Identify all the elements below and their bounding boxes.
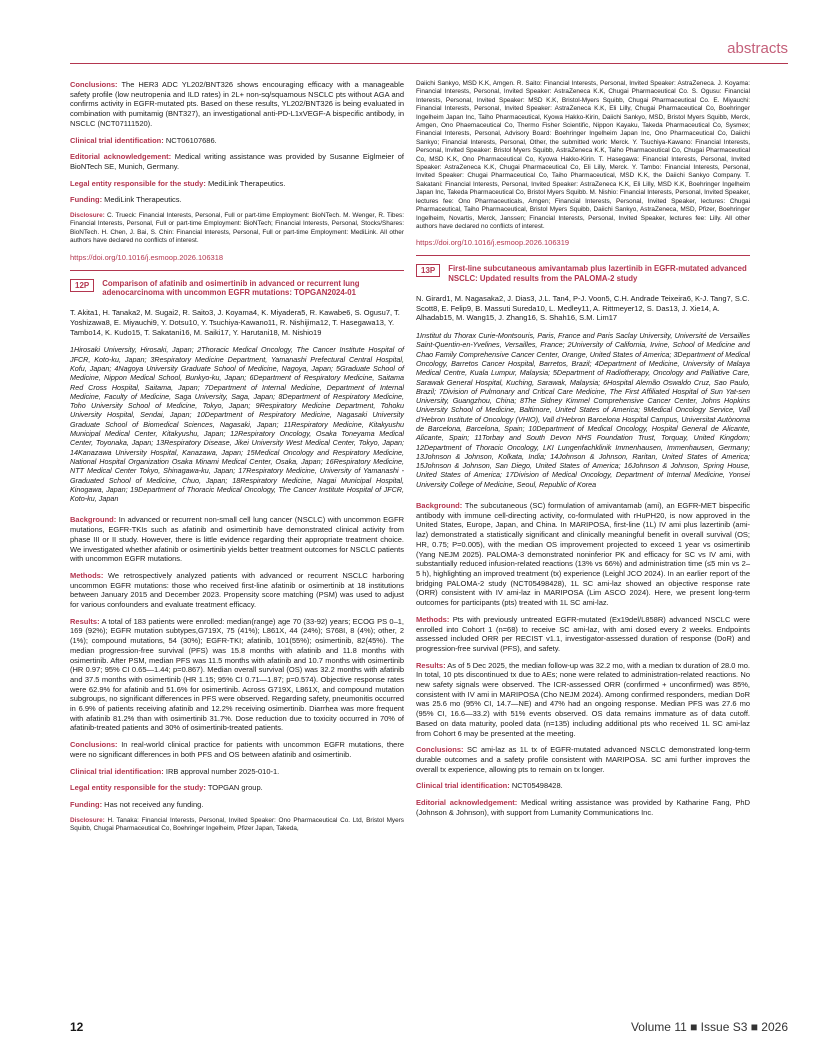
methods-paragraph [70,571,404,610]
abstract-header [416,264,750,284]
methods-label: Methods: [416,614,450,624]
doi-link[interactable]: https://doi.org/10.1016/j.esmoop.2026.106318 [70,252,224,262]
results-text: A total of 183 patients were enrolled: median(range) age 70 (33-92) years; ECOG PS 0–1, 169 (92%); EGFR mutation subtypes,G719X, 75 (41%); L861X, 44 (24%); S768I, 8 (4%); other, 2 (1%); compound mutations, 54 (30%); EGFR-TKI; afatinib, 101(55%); osimertinib, 82(45%). The median progression-free survival (PFS) was 15.8 months with afatinib and 11.8 months with osimertinib. After PSM, median PFS was 11.5 months with afatinib and 10.7 months with osimertinib (HR 0.97; 95% CI 0.65—1.44; p=0.867). Median overall survival (OS) was 32.2 months with afatinib and 37.5 months with osimertinib (HR 1.15; 95% CI 0.71—1.87; p=0.574). Objective response rates were 62.9% for afatinib and 51.6% for osimertinib. Across G719X, L861X, and compound mutation subgroups, no significant differences in PFS were observed. Regarding safety, pneumonitis occurred in 6.9% of patients receiving afatinib and 12.2% receiving osimertinib. Diarrhea was more frequent with afatinib 81.2% than with osimertinib 31.7%. Dose reduction due to toxicity occurred in 70% of afatinib-treated patients and 30% of osimertinib-treated patients. [70,616,405,733]
conclusions-label: Conclusions: [70,80,118,89]
editorial-label: Editorial acknowledgement: [416,798,518,808]
editorial-text: Medical writing assistance was provided by Susanne Eiglmeier of BioNTech SE, Munich, Germany. [70,152,404,171]
section-divider [416,255,750,256]
background-paragraph [416,501,750,608]
author-list: N. Girard1, M. Nagasaka2, J. Dias3, J.L. Tan4, P-J. Voon5, C.H. Andrade Teixeira6, K-J. Tang7, S.C. Scott8, E. Felip9, B. Massuti Sureda10, L. Medley11, A. Rittmeyer12, S. Das13, J. Xie14, A. Alhadab15, M. Wang15, J. Zhang16, S. Shah16, S.M. Lim17 [416,293,750,323]
disclosure-label: Disclosure: [70,816,105,824]
conclusions-paragraph [70,80,404,129]
clinical-trial-label: Clinical trial identification: [416,781,510,791]
funding-paragraph [70,195,404,205]
conclusions-label: Conclusions: [70,740,118,750]
background-text: The subcutaneous (SC) formulation of amivantamab (ami), an EGFR-MET bispecific antibody with immune cell-directing activity, co-formulated with rHuPH20, is now approved in the United States, Europe, Japan, and China. In MARIPOSA, first-line (1L) IV ami plus lazertinib (ami-laz) demonstrated a statistically significant and clinically meaningful benefit in overall survival (OS; HR, 0.75; P=0.005), with the median OS improvement projected to exceed 1 year vs osimertinib (Yang NEJM 2025). PALOMA-3 demonstrated noninferior PK and efficacy for SC vs IV ami, with substantially reduced infusion-related reactions (13% vs 66%) and administration time (≤5 min vs 2–5 h), highlighting an improved treatment (tx) experience (Leighl JCO 2024). In an earlier report of the bridging PALOMA-2 study (NCT05498428), 1L SC ami-laz showed an objective response rate (ORR) consistent with IV ami-laz in MARIPOSA (Lim ASCO 2024). Here, we present long-term outcomes for participants (pts) treated with 1L SC ami-laz. [416,501,750,608]
conclusions-text: In real-world clinical practice for patients with uncommon EGFR mutations, there were no significant differences in both PFS and OS between afatinib and osimertinib. [70,740,404,759]
right-column [416,80,750,824]
disclosure-label: Disclosure: [70,212,105,220]
editorial-paragraph [70,152,404,171]
clinical-trial-paragraph [70,767,404,777]
left-column [70,80,404,834]
conclusions-text: The HER3 ADC YL202/BNT326 shows encouraging efficacy with a manageable safety profile (low neutropenia and ILD rates) in 2L+ non-sq/squamous NSCLC pts without AGA and confirms activity in EGFR-mutated pts. Based on these results, YL202/BNT326 is being evaluated in combination with pumitamig (BNT327), an investigational anti-PD-L1xVEGF-A bispecific antibody, in NSCLC (NCT07111520). [70,80,404,128]
clinical-trial-text: IRB approval number 2025-010-1. [165,766,280,776]
editorial-paragraph [416,798,750,817]
funding-text: MediLink Therapeutics. [104,195,182,205]
conclusions-paragraph [70,740,404,759]
legal-entity-text: TOPGAN group. [207,783,263,793]
disclosure-continued: Daiichi Sankyo, MSD K.K, Amgen. R. Saito: Financial Interests, Personal, Invited Speaker: AstraZeneca. J. Koyama: Financial Interests, Personal, Invited Speaker: AstraZeneca K.K, Chugai Pharmaceutical Co. S. Ogusu: Financial Interests, Personal, Invited Speaker: MSD K.K, Bristol-Myers Squibb, Chugai Pharmaceutical Co. E. Miyauchi: Financial Interests, Personal, Invited Speaker: AstraZeneca K.K, Eli Lilly, Chugai Pharmaceutical Co, Boehringer Ingelheim Japan Inc, Taiho Pharmaceutical, Kyowa Hakko-Kirin, Daiichi Sankyo, MSD, Bristol Myers Squibb, Merck, Amgen, Ono Phaemaceutical Co, Thermo Fisher Scientific, Nippon Kayaku, Takeda Pharmaceutical Co, Sysmex; Financial Interests, Personal, Advisory Board: Boehringer Ingelheim Japan Inc, Ono Pharmaceutical Co, Daiichi Sankyo; Financial Interests, Personal, Other, the submitted work: Merck. Y. Tsuchiya-Kawano: Financial Interests, Personal, Invited Speaker: Bristol Myers Squibb, AstraZeneca K.K, Taiho Pharmaceutical Co, Chugai Pharmaceutical Co, MSD K.K, Ono Pharmaceutical Co, Kyowa Hakko-Kirin. T. Hasegawa: Financial Interests, Personal, Invited Speaker: AstraZeneca K.K, Chugai Pharmaceutical Co, Eli Lilly, Merck. Y. Tambo: Financial Interests, Personal, Invited Speaker: Chugai Pharmaceutical Co, Taiho Pharmaceutical, MSD K.K, the Daiichi Sankyo Company. T. Sakatani: Financial Interests, Personal, Invited Speaker: AstraZeneca K.K, Eli Lilly, MSD K.K, Boehringer Ingelheim Japan Inc, Takeda Pharmaceutical Co, Bristol Myers Squibb. M. Nishio: Financial Interests, Personal, Invited Speaker, lectures fee: Ono Pharmaceuticals, Amgen; Financial Interests, Personal, Invited Speaker, lectures: Chugai Pharmaceutical, Taiho Pharmaceutical, Bristol Myers Squibb, Daiichi Sankyo, AstraZeneca, MSD, Pfizer, Boehringer Ingelheim, Novartis, Merck, Janssen; Financial Interests, Personal, Invited Speaker, lectures fee: Lilly. All other authors have declared no conflicts of interest. [416,80,750,230]
funding-label: Funding: [70,799,103,809]
clinical-trial-paragraph [416,781,750,791]
legal-entity-label: Legal entity responsible for the study: [70,783,206,793]
clinical-trial-label: Clinical trial identification: [70,766,164,776]
clinical-trial-label: Clinical trial identification: [70,135,164,145]
clinical-trial-paragraph [70,136,404,146]
conclusions-paragraph [416,745,750,774]
page-number: 12 [70,1020,84,1034]
affiliation-list: 1Institut du Thorax Curie-Montsouris, Paris, France and Paris Saclay University, Université de Versailles Saint-Quentin-en-Yvelines, Versailles, France; 2University of California, Irvine, School of Medicine and Chao Family Comprehensive Cancer Center, Orange, United States of America; 3Department of Medical Oncology, Barretos Cancer Hospital, Barretos, Brazil; 4Department of Medicine, University of Malaya Medical Centre, Kuala Lumpur, Malaysia; 5Department of Radiotherapy, Oncology and Palliative Care, Sarawak General Hospital, Kuching, Sarawak, Malaysia; 6Hospital Alemão Oswaldo Cruz, Sao Paulo, Brazil; 7Division of Pulmonary and Critical Care Medicine, The First Affiliated Hospital of Sun Yat-sen University, Guangzhou, China; 8The Sidney Kimmel Comprehensive Cancer Center, Johns Hopkins University School of Medicine, Baltimore, United States of America; 9Medical Oncology Service, Vall d’Hebron Institute of Oncology (VHIO), Vall d’Hebron Barcelona Hospital Campus, Universitat Autònoma de Barcelona, Barcelona, Spain; 10Department of Medical Oncology, Hospital General de Alicante, Alicante, Spain; 11Torbay and South Devon NHS Foundation Trust, Torquay, United Kingdom; 12Department of Thoracic Oncology, LKI Lungenfachklinik Immenhausen, Immenhausen, Germany; 13Johnson & Johnson, Kolkata, India; 14Johnson & Johnson, Raritan, United States of America; 15Johnson & Johnson, San Diego, United States of America; 16Johnson & Johnson, Spring House, United States of America; 17Division of Medical Oncology, Department of Internal Medicine, Yonsei University College of Medicine, Seoul, Republic of Korea [416,331,750,489]
methods-paragraph [416,615,750,654]
editorial-label: Editorial acknowledgement: [70,152,172,162]
doi-link[interactable]: https://doi.org/10.1016/j.esmoop.2026.106319 [416,238,570,248]
abstract-title: First-line subcutaneous amivantamab plus lazertinib in EGFR-mutated advanced NSCLC: Updated results from the PALOMA-2 study [448,264,747,284]
legal-entity-paragraph [70,179,404,189]
author-list: T. Akita1, H. Tanaka2, M. Sugai2, R. Saito3, J. Koyama4, K. Miyadera5, R. Kawabe6, S. Ogusu7, T. Yoshizawa8, E. Miyauchi9, Y. Dotsu10, Y. Tsuchiya-Kawano11, R. Nishijima12, T. Hasegawa13, Y. Tambo14, K. Kudo15, T. Sakatani16, M. Saiki17, Y. Harutani18, M. Nishio19 [70,308,400,337]
journal-section-title: abstracts [727,40,788,57]
clinical-trial-text: NCT05498428. [511,781,563,791]
background-text: In advanced or recurrent non-small cell lung cancer (NSCLC) with uncommon EGFR mutations, EGFR-TKIs such as afatinib and osimertinib have demonstrated clinical activity from phase III or II study. However, there is little evidence regarding their appropriate treatment choice. We investigated whether afatinib or osimertinib yields better treatment outcomes for NSCLC patients with uncommon EGFR mutations. [70,515,404,564]
results-paragraph [416,661,750,739]
results-label: Results: [416,660,446,670]
results-paragraph [70,617,404,733]
methods-label: Methods: [70,570,104,580]
background-label: Background: [416,501,463,511]
results-label: Results: [70,616,100,626]
legal-entity-paragraph [70,783,404,793]
disclosure-text: H. Tanaka: Financial Interests, Personal, Invited Speaker: Ono Pharmaceutical Co. Ltd, Bristol Myers Squibb, Chugai Pharmaceutical Co, Boehringer Ingelheim, Pfizer Japan, Takeda, [70,816,405,833]
results-text: As of 5 Dec 2025, the median follow-up was 32.2 mo, with a median tx duration of 28.0 mo. In total, 10 pts discontinued tx due to AEs; none were related to administration-related reactions. No new safety signals were observed. The ICR-assessed ORR (confirmed + unconfirmed) was 85%, consistent with IV ami in MARIPOSA (Cho NEJM 2024). Among confirmed responders, median DoR was 25.6 mo (95% CI, 14.7—NE) and 47% had an ongoing response. Median PFS was 27.6 mo (95% CI, 16.6—33.2) with 51% events observed. OS data remains immature as of data cutoff. Based on data maturity, pooled data (n=135) including additional pts who received 1L SC ami-laz from Cohort 6 may be presented at the meeting. [416,660,751,738]
abstract-id: 13P [416,264,440,277]
section-divider [70,270,404,271]
legal-entity-text: MediLink Therapeutics. [207,178,286,188]
abstract-id: 12P [70,279,94,292]
abstract-title: Comparison of afatinib and osimertinib in advanced or recurrent lung adenocarcinoma with uncommon EGFR mutations: TOPGAN2024-01 [102,278,360,298]
disclosure-paragraph [70,817,404,834]
background-label: Background: [70,515,117,525]
clinical-trial-text: NCT06107686. [165,135,217,145]
funding-text: Has not received any funding. [104,799,204,809]
affiliation-list: 1Hirosaki University, Hirosaki, Japan; 2Thoracic Medical Oncology, The Cancer Institute Hospital of JFCR, Koto-ku, Japan; 3Respiratory Medicine Department, Yamanashi Prefectural Central Hospital, Kofu, Japan; 4Nagoya University Graduate School of Medicine, Nagoya, Japan; 5Graduate School of Medicine, Nippon Medical School, Bunkyo-ku, Japan; 6Department of Respiratory Medicine, Saitama Red Cross Hospital, Saitama, Japan; 7Department of Internal Medicine, Department of Internal Medicine, Faculty of Medicine, Saga University, Saga, Japan; 8Department of Respiratory Medicine, Toho University School of Medicine, Tokyo, Japan; 9Respiratory Medicine Department, Tohoku University Hospital, Sendai, Japan; 10Department of Respiratory Medicine, Nagasaki University Graduate School of Biomedical Sciences, Nagasaki, Japan; 11Respiratory Medicine, Kitakyushu Municipal Medical Center, Kitakyushu, Japan; 12Respiratory Oncology, Osaka Toneyama Medical Center, Toyonaka, Japan; 13Respiratory Disease, Jikei University West Medical Center, Tokyo, Japan; 14Kanazawa University Hospital, Kanazawa, Japan; 15Medical Oncology and Respiratory Medicine, National Hospital Organization Osaka Minami Medical Center, Osaka, Japan; 16Respiratory Medicine, NTT Medical Center Tokyo, Shinagawa-ku, Japan; 17Respiratory Medicine, University of Yamanashi - Graduated School of Medicine, Chuo, Japan; 18Respiratory Medicine, Nagai Municipal Hospital, Kinogawa, Japan; 19Department of Thoracic Medical Oncology, The Cancer Institute Hospital of JFCR, Koto-ku, Japan [70,345,404,504]
volume-issue: Volume 11 ■ Issue S3 ■ 2026 [630,1020,788,1034]
funding-paragraph [70,800,404,810]
disclosure-paragraph [70,212,404,246]
conclusions-label: Conclusions: [416,745,464,755]
methods-text: We retrospectively analyzed patients with advanced or recurrent NSCLC harboring uncommon EGFR mutations: those who received first-line afatinib or osimertinib at 18 institutions between January 2015 and December 2023. Propensity score matching (PSM) was used to adjust for various confounders and evaluate treatment efficacy. [70,570,404,610]
header-rule [70,63,788,64]
funding-label: Funding: [70,195,103,205]
abstract-header [70,279,404,299]
legal-entity-label: Legal entity responsible for the study: [70,178,206,188]
disclosure-text: C. Trueck: Financial Interests, Personal, Full or part-time Employment: BioNTech. M. Wenger, R. Tibes: Financial Interests, Personal, Full or part-time Employment: BioNTech; Financial Interests, Personal, Stocks/Shares: BioNTech. H. Chen, J. Bai, S. Chin: Financial Interests, Personal, Full or part-time Employment: MediLink. All other authors have declared no conflicts of interest. [70,212,404,245]
conclusions-text: SC ami-laz as 1L tx of EGFR-mutated advanced NSCLC demonstrated long-term durable outcomes and a safety profile consistent with MARIPOSA. SC ami further improves the overall tx experience, allowing pts to remain on tx longer. [416,745,750,774]
editorial-text: Medical writing assistance was provided by Katharine Fang, PhD (Johnson & Johnson), with support from Lumanity Communications Inc. [416,798,750,817]
background-paragraph [70,515,404,564]
methods-text: Pts with previously untreated EGFR-mutated (Ex19del/L858R) advanced NSCLC were enrolled into Cohort 1 (n=68) to receive SC ami-laz, with ami dosed every 2 weeks. Endpoints assessed included ORR per RECIST v1.1, investigator-assessed duration of response (DoR) and progression-free survival (PFS), and safety. [416,614,750,653]
